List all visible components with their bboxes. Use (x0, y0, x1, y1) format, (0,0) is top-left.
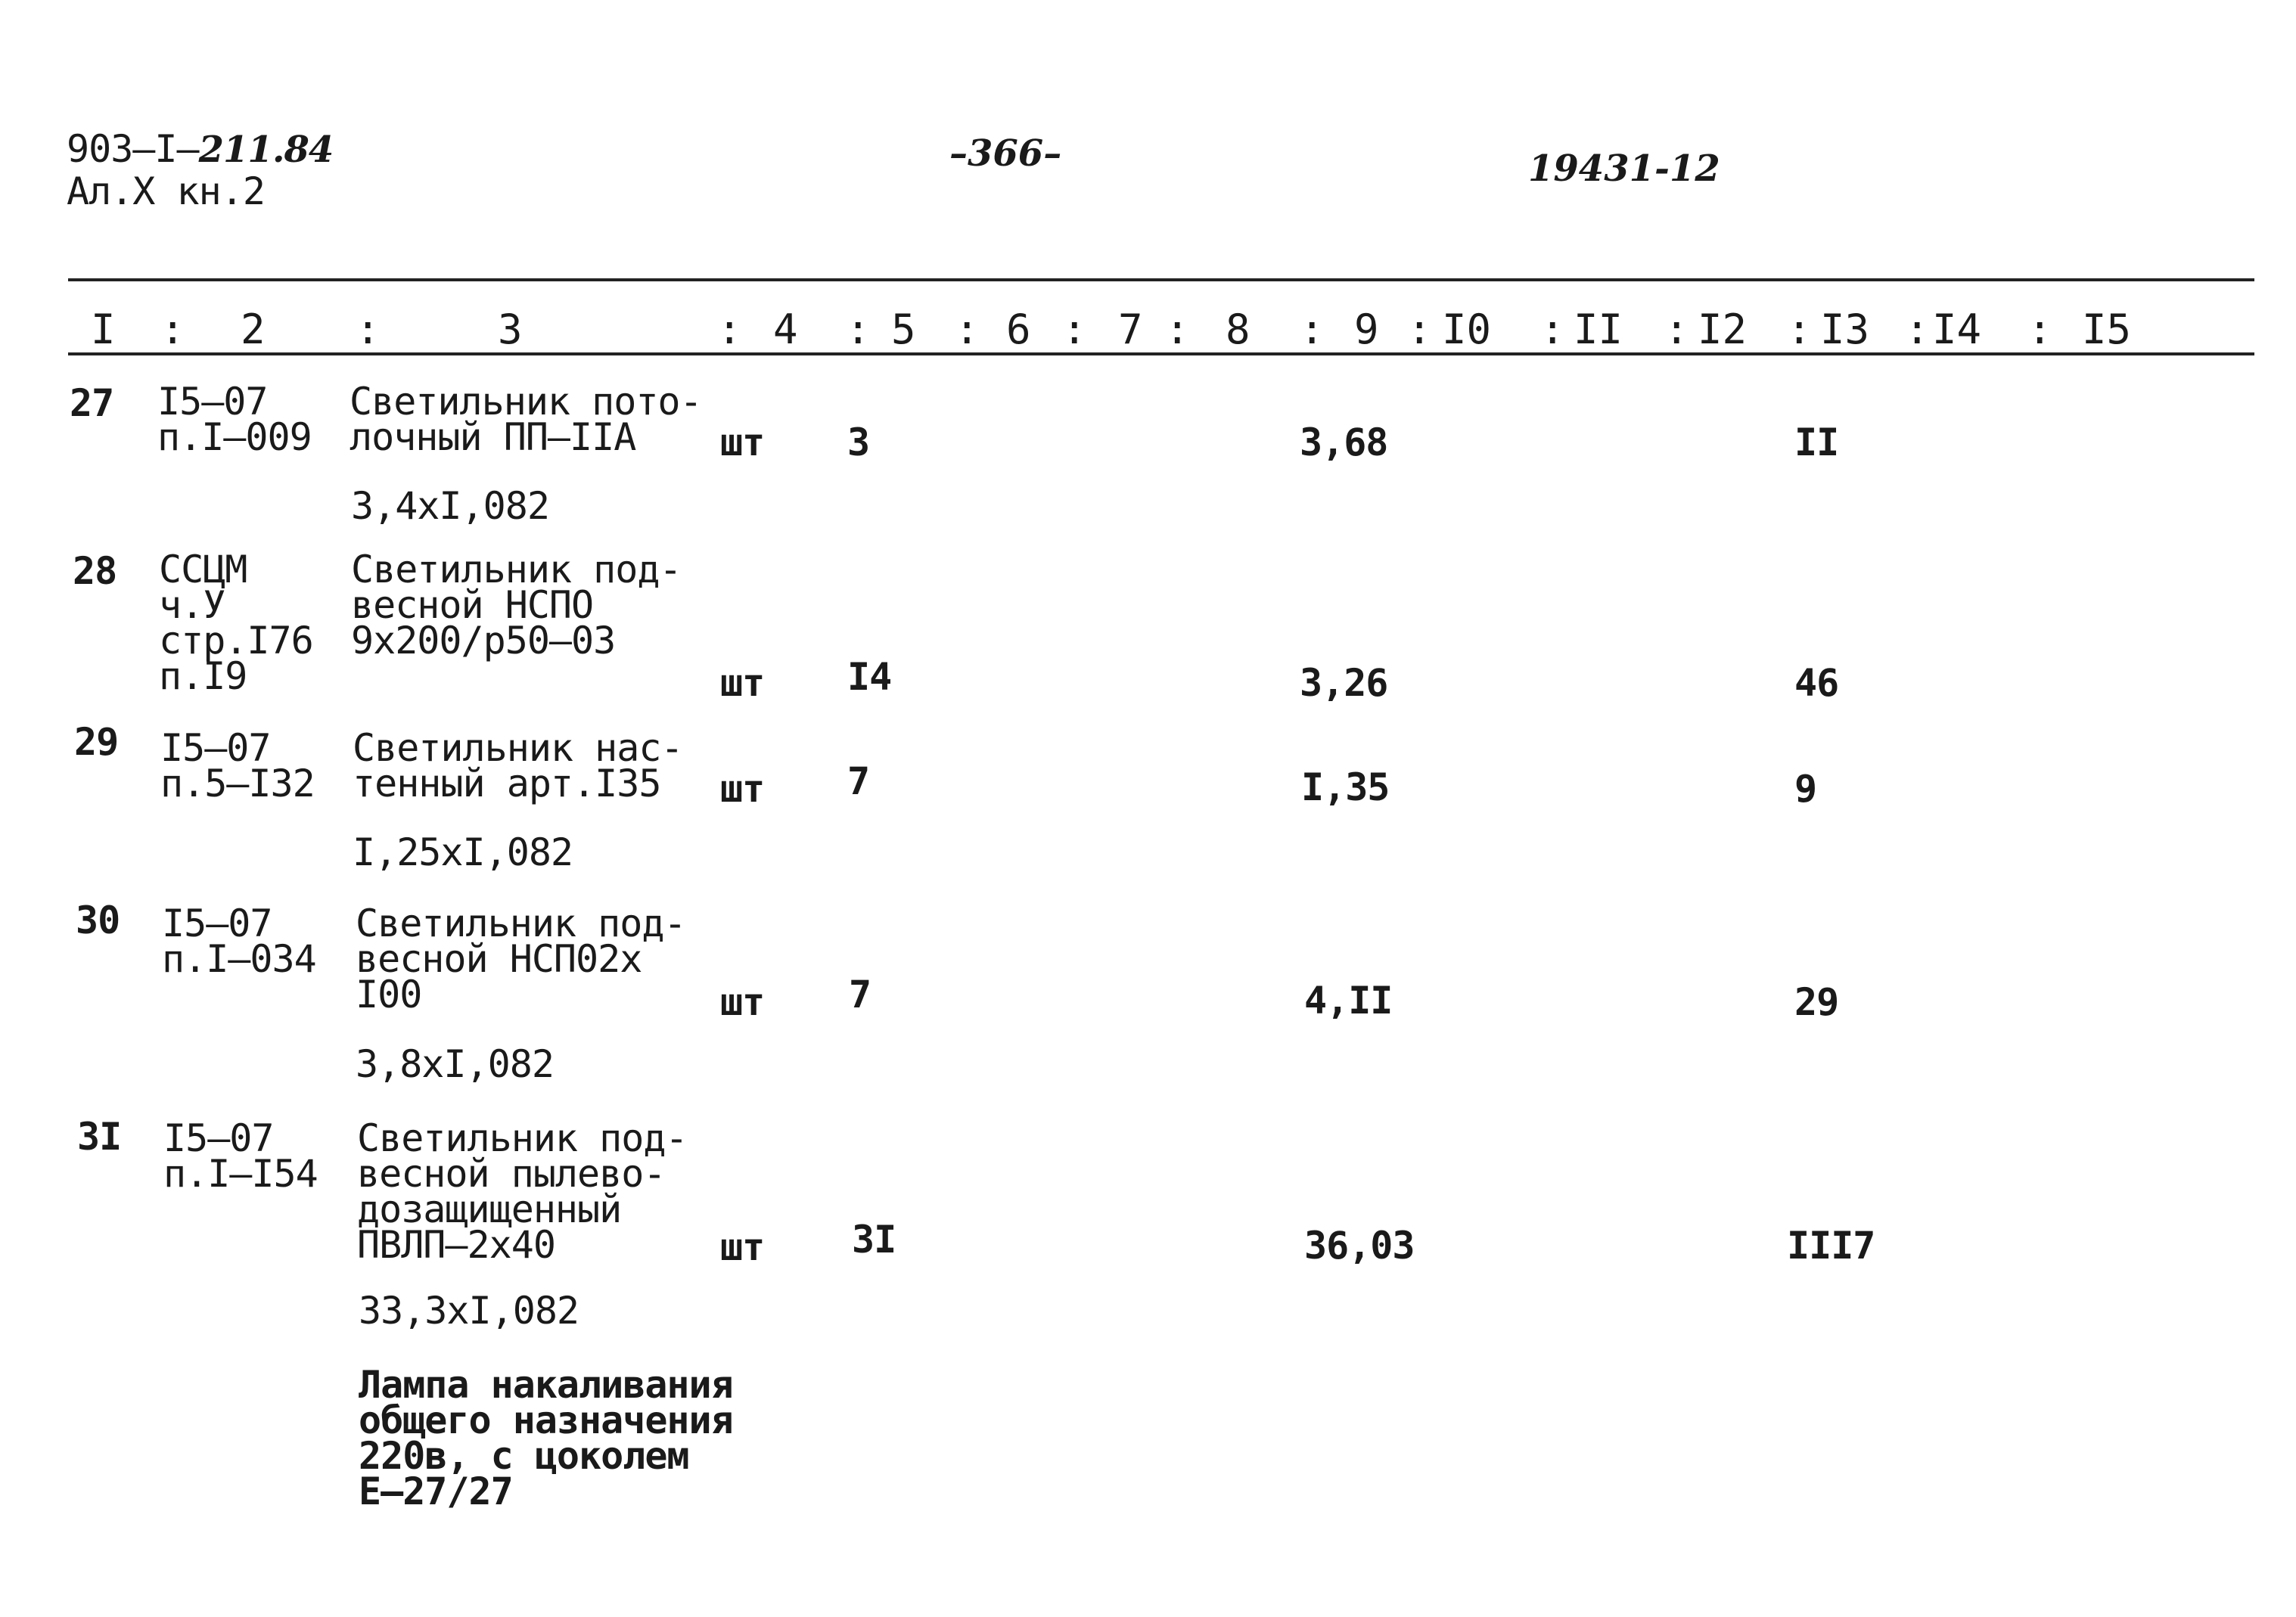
unit-of-measure: шт (720, 980, 765, 1024)
unit-price: 3,68 (1300, 421, 1388, 464)
column-separator: : (1664, 306, 1689, 353)
column-header-4: 4 (773, 306, 798, 353)
quantity: 3 (847, 421, 870, 464)
column-header-14: I4 (1932, 306, 1982, 353)
price-calculation: 3,8xI,082 (356, 1042, 554, 1086)
column-header-8: 8 (1226, 306, 1251, 353)
album-book-label: Ал.X кн.2 (67, 169, 265, 213)
column-header-6: 6 (1006, 306, 1031, 353)
column-separator: : (160, 306, 185, 353)
quantity: I4 (847, 655, 892, 699)
quantity: 7 (849, 973, 871, 1016)
unit-of-measure: шт (720, 421, 765, 464)
total-cost: 29 (1794, 980, 1839, 1024)
item-description: Светильник под- весной НСП02х I00 (356, 902, 686, 1016)
unit-price: 36,03 (1304, 1224, 1415, 1268)
column-header-3: 3 (498, 306, 523, 353)
row-number: 27 (70, 381, 114, 425)
column-separator: : (846, 306, 871, 353)
column-separator: : (1787, 306, 1812, 353)
column-header-10: I0 (1442, 306, 1492, 353)
document-code-prefix: 903–I– (67, 127, 199, 171)
norm-reference: I5–07 п.I–009 (157, 380, 312, 459)
unit-of-measure: шт (720, 661, 765, 705)
quantity: 3I (852, 1218, 896, 1262)
column-header-7: 7 (1118, 306, 1143, 353)
row-number: 28 (73, 549, 117, 593)
document-code-handwritten: 211.84 (198, 129, 334, 171)
column-header-2: 2 (241, 306, 266, 353)
total-cost: III7 (1787, 1224, 1875, 1268)
column-separator: : (1905, 306, 1930, 353)
column-header-13: I3 (1820, 306, 1870, 353)
row-number: 30 (76, 899, 120, 942)
norm-reference: I5–07 п.I–I54 (163, 1116, 318, 1196)
unit-of-measure: шт (720, 1225, 765, 1269)
unit-of-measure: шт (720, 767, 765, 811)
item-description: Светильник пото- лочный ПП–IIA (350, 380, 702, 459)
column-header-9: 9 (1354, 306, 1379, 353)
item-description: Светильник нас- тенный арт.I35 (353, 726, 683, 805)
column-header-row (0, 306, 2296, 354)
header-top-rule (68, 278, 2254, 281)
row-number: 29 (74, 720, 119, 764)
lamp-note: Лампа накаливания общего назначения 220в, с цоколем Е–27/27 (359, 1363, 733, 1513)
unit-price: 3,26 (1300, 661, 1388, 705)
column-separator: : (955, 306, 980, 353)
column-separator: : (1062, 306, 1087, 353)
price-calculation: 33,3xI,082 (359, 1289, 579, 1333)
column-separator: : (1540, 306, 1565, 353)
document-code (67, 127, 334, 171)
column-header-15: I5 (2082, 306, 2132, 353)
archive-number: 19431-12 (1528, 147, 1720, 190)
column-header-1: I (91, 306, 116, 353)
price-calculation: I,25xI,082 (353, 830, 573, 874)
quantity: 7 (847, 759, 870, 803)
total-cost: II (1794, 421, 1839, 464)
column-separator: : (1407, 306, 1432, 353)
item-description: Светильник под- весной пылево- дозащищенный ПВЛП–2х40 (357, 1116, 688, 1267)
unit-price: I,35 (1301, 765, 1390, 809)
column-separator: : (2027, 306, 2052, 353)
unit-price: 4,II (1304, 979, 1393, 1023)
column-header-11: II (1574, 306, 1623, 353)
column-separator: : (1300, 306, 1325, 353)
column-header-5: 5 (891, 306, 916, 353)
item-description: Светильник под- весной НСПО 9х200/р50–03 (351, 548, 682, 663)
column-separator: : (717, 306, 742, 353)
row-number: 3I (77, 1115, 122, 1159)
column-separator: : (1165, 306, 1190, 353)
norm-reference: I5–07 п.I–034 (162, 902, 316, 981)
norm-reference: ССЦМ ч.У стр.I76 п.I9 (159, 548, 313, 698)
norm-reference: I5–07 п.5–I32 (160, 726, 315, 805)
page-number: –366– (949, 132, 1062, 175)
total-cost: 9 (1794, 767, 1817, 811)
total-cost: 46 (1794, 661, 1839, 705)
column-separator: : (356, 306, 381, 353)
price-calculation: 3,4xI,082 (351, 484, 549, 528)
column-header-12: I2 (1698, 306, 1748, 353)
